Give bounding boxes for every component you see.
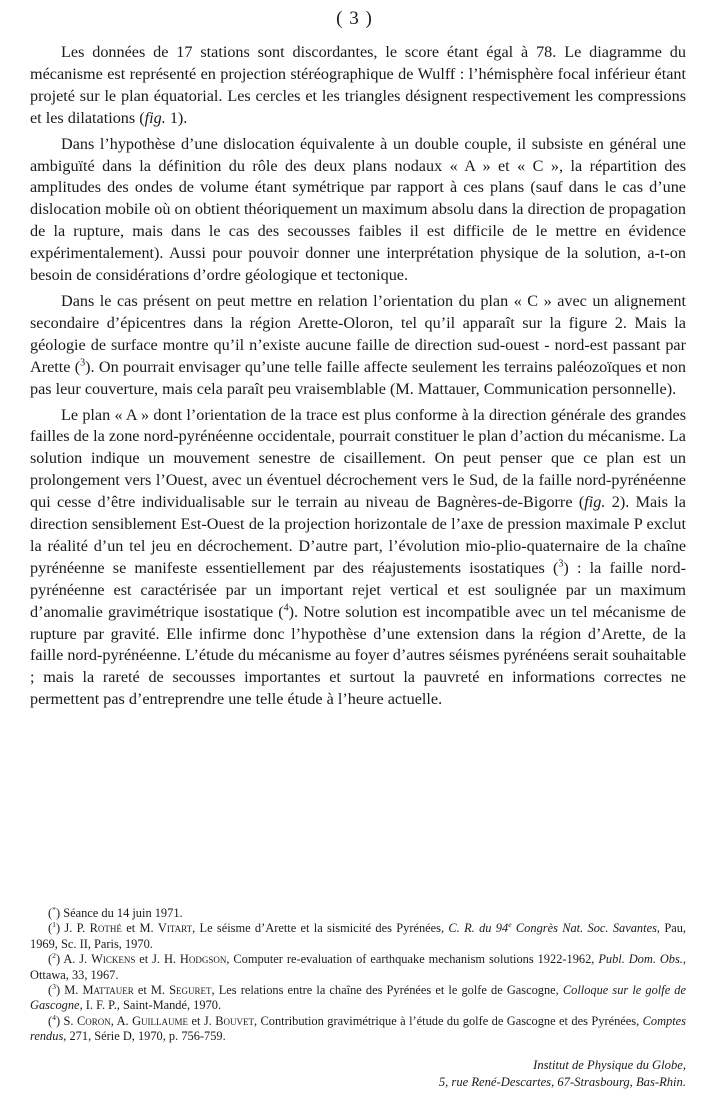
text-run: , I. F. P., Saint-Mandé, 1970. — [79, 998, 222, 1013]
text-run: 2). Mais la direction sensiblement Est-Ouest de la projection horizontale de l’axe de pression maximale P exclut la réalité d’un tel jeu en décrochement. D’autre part, l’évolution mio-plio-quaternaire de la chaîne pyrénéenne se manifeste essentiellement par des réajustements isostatiques ( — [30, 493, 686, 577]
body-paragraph — [30, 42, 686, 130]
text-run: et M. — [133, 983, 170, 998]
author-name: Bouvet — [215, 1013, 254, 1028]
superscript-ref: e — [508, 920, 512, 930]
superscript-ref: 3 — [80, 357, 86, 369]
italic-text: fig. — [584, 493, 606, 512]
text-run: ) A. J. — [55, 952, 92, 967]
affiliation-institute: Institut de Physique du Globe, — [533, 1058, 686, 1072]
text-run: ) J. P. — [55, 921, 90, 936]
body-paragraph — [30, 134, 686, 287]
text-run: ( — [48, 906, 53, 920]
footnote — [30, 983, 686, 1014]
text-run: et J. — [188, 1013, 216, 1028]
superscript-ref: 3 — [52, 981, 56, 991]
footnote — [30, 952, 686, 983]
footnote — [30, 906, 686, 921]
italic-text: fig. — [144, 108, 166, 127]
text-run: , Le séisme d’Arette et la sismicité des Pyrénées, — [192, 921, 449, 936]
text-run: Les données de 17 stations sont discordantes, le score étant égal à 78. Le diagramme du mécanisme est représenté en projection stéréographique de Wulff : l’hémisphère focal inférieur étant projeté sur le plan équatorial. Les cercles et les triangles désignent respectivement les compressions et les dilatations ( — [30, 43, 686, 127]
text-run: , Pau, 1969, Sc. II, Paris, 1970. — [30, 921, 687, 951]
text-run: ) M. — [55, 983, 83, 998]
text-run: ) : la faille nord-pyrénéenne est caractérisée par un important rejet vertical et est soulignée par un maximum d’anomalie gravimétrique isostatique ( — [30, 558, 686, 621]
author-name: Mattauer — [82, 983, 134, 998]
text-run: ). Notre solution est incompatible avec un tel mécanisme de rupture par gravité. Elle infirme donc l’hypothèse d’une extension dans la région d’Arette, de la faille nord-pyrénéenne. L’étude du mécanisme au foyer d’autres séismes pyrénéens serait souhaitable ; mais la rareté de secousses importantes et surtout la pauvreté en informations correctes ne permettent pas d’entreprendre une telle étude à l’heure actuelle. — [30, 602, 686, 709]
author-name: Rothé — [89, 921, 122, 936]
page-number: ( 3 ) — [336, 8, 373, 29]
body-paragraph — [30, 291, 686, 401]
author-affiliation — [439, 1057, 686, 1091]
text-run: 1). — [165, 108, 188, 127]
text-run: , Computer re-evaluation of earthquake mechanism solutions 1922-1962, — [226, 952, 599, 967]
superscript-ref: 1 — [52, 920, 56, 930]
text-run: , Les relations entre la chaîne des Pyrénées et le golfe de Gascogne, — [211, 983, 563, 998]
superscript-ref: 4 — [283, 602, 289, 614]
text-run: , A. — [110, 1013, 133, 1028]
author-name: Seguret — [169, 983, 212, 998]
footnotes — [30, 906, 686, 1045]
text-run: ( — [48, 983, 53, 998]
author-name: Vitart — [157, 921, 193, 936]
author-name: Coron — [76, 1013, 111, 1028]
text-run: , Ottawa, 33, 1967. — [30, 952, 686, 982]
affiliation-address: 5, rue René-Descartes, 67-Strasbourg, Bas-Rhin. — [438, 1075, 686, 1089]
text-run: , Contribution gravimétrique à l’étude du golfe de Gascogne et des Pyrénées, — [253, 1013, 643, 1028]
superscript-ref: * — [52, 904, 56, 914]
superscript-ref: 3 — [558, 558, 564, 570]
body-text — [30, 42, 686, 715]
italic-text: C. R. du 94 — [448, 921, 509, 936]
text-run: ) S. — [55, 1013, 77, 1028]
footnote — [30, 1014, 686, 1045]
text-run: Dans l’hypothèse d’une dislocation équivalente à un double couple, il subsiste en général une ambiguïté dans la définition du rôle des deux plans nodaux « A » et « C », la répartition des amplitudes des ondes de volume étant symétrique par rapport à ces plans (sauf dans le cas d’une dislocation mobile où on obtient théoriquement un maximum absolu dans la direction de propagation de la rupture, mais dans le cas des secousses faibles il est difficile de le mettre en évidence expérimentalement). Aussi pour pouvoir donner une interprétation physique de la solution, a-t-on besoin de considérations d’ordre géologique et tectonique. — [30, 134, 686, 285]
author-name: Guillaume — [132, 1013, 189, 1028]
text-run: Le plan « A » dont l’orientation de la trace est plus conforme à la direction générale des grandes failles de la zone nord-pyrénéenne occidentale, pourrait constituer le plan d’action du mécanisme. La solution indique un mouvement senestre de cisaillement. On peut penser que ce plan est un prolongement vers l’Ouest, avec un éventuel décrochement vers le Sud, de la faille nord-pyrénéenne qui cesse d’être individualisable sur le terrain au niveau de Bagnères-de-Bigorre ( — [30, 405, 686, 512]
text-run: ) Séance du 14 juin 1971. — [55, 906, 183, 920]
text-run: ). On pourrait envisager qu’une telle faille affecte seulement les terrains paléozoïques et non pas leur couverture, mais cela paraît peu vraisemblable (M. Mattauer, Communication personnelle). — [30, 357, 686, 398]
text-run: ( — [48, 1013, 53, 1028]
text-run: ( — [48, 921, 53, 936]
italic-text: Colloque sur le golfe de Gascogne — [30, 983, 686, 1013]
italic-text: Comptes rendus — [30, 1013, 687, 1044]
body-paragraph — [30, 405, 686, 712]
text-run: et M. — [121, 921, 158, 936]
text-run: et J. H. — [135, 952, 180, 967]
italic-text: Publ. Dom. Obs. — [598, 952, 683, 967]
superscript-ref: 2 — [52, 951, 56, 961]
author-name: Wickens — [91, 952, 136, 967]
text-run: ( — [48, 952, 53, 967]
footnote — [30, 921, 686, 952]
text-run: Dans le cas présent on peut mettre en relation l’orientation du plan « C » avec un alignement secondaire d’épicentres dans la région Arette-Oloron, tel qu’il apparaît sur la figure 2. Mais la géologie de surface montre qu’il n’existe aucune faille de direction sud-ouest - nord-est passant par Arette ( — [30, 291, 686, 376]
text-run: , 271, Série D, 1970, p. 756-759. — [63, 1029, 226, 1044]
author-name: Hodgson — [179, 952, 227, 967]
superscript-ref: 4 — [52, 1012, 56, 1022]
italic-text: Congrès Nat. Soc. Savantes — [511, 921, 657, 936]
